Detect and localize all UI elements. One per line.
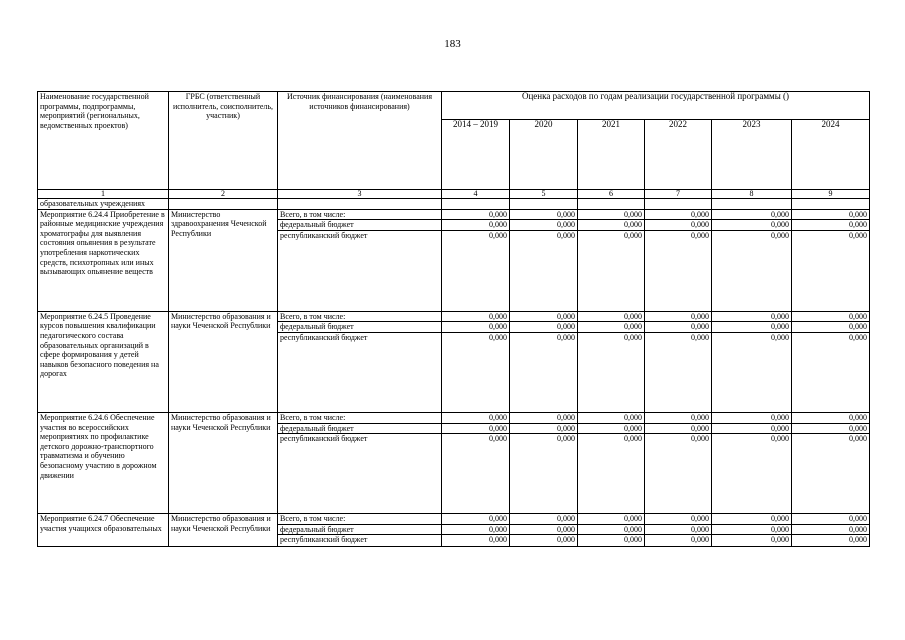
amount-cell: 0,000 [792,423,870,434]
carry-over-text: образовательных учреждениях [38,199,169,210]
column-number: 5 [510,190,578,199]
amount-cell: 0,000 [645,412,712,423]
amount-cell: 0,000 [578,524,645,535]
amount-cell: 0,000 [792,332,870,412]
amount-cell: 0,000 [510,332,578,412]
amount-cell: 0,000 [442,412,510,423]
header-estimate: Оценка расходов по годам реализации государственной программы () [442,92,870,120]
funding-source: Всего, в том числе: [278,412,442,423]
header-source: Источник финансирования (наименования источников финансирования) [278,92,442,190]
table-row [38,209,870,220]
amount-cell: 0,000 [442,220,510,231]
funding-source: республиканский бюджет [278,434,442,514]
amount-cell: 0,000 [792,209,870,220]
page-number: 183 [444,38,461,50]
amount-cell: 0,000 [510,230,578,311]
amount-cell: 0,000 [792,412,870,423]
amount-cell: 0,000 [442,332,510,412]
amount-cell: 0,000 [645,423,712,434]
header-year: 2020 [510,120,578,190]
column-number: 8 [712,190,792,199]
amount-cell: 0,000 [510,220,578,231]
amount-cell: 0,000 [578,412,645,423]
measure-grbs: Министерство образования и науки Чеченской Республики [169,514,278,547]
amount-cell: 0,000 [442,209,510,220]
amount-cell: 0,000 [510,209,578,220]
amount-cell: 0,000 [578,220,645,231]
header-year: 2022 [645,120,712,190]
amount-cell: 0,000 [578,514,645,525]
amount-cell: 0,000 [645,322,712,333]
amount-cell: 0,000 [510,514,578,525]
amount-cell: 0,000 [510,322,578,333]
amount-cell: 0,000 [645,230,712,311]
amount-cell: 0,000 [442,524,510,535]
amount-cell: 0,000 [510,412,578,423]
amount-cell: 0,000 [645,524,712,535]
amount-cell: 0,000 [578,311,645,322]
funding-source: Всего, в том числе: [278,514,442,525]
amount-cell: 0,000 [792,524,870,535]
budget-table [37,91,870,547]
amount-cell: 0,000 [712,220,792,231]
amount-cell: 0,000 [578,434,645,514]
funding-source: федеральный бюджет [278,220,442,231]
funding-source: Всего, в том числе: [278,209,442,220]
amount-cell: 0,000 [645,434,712,514]
amount-cell: 0,000 [792,434,870,514]
amount-cell: 0,000 [645,209,712,220]
amount-cell: 0,000 [442,434,510,514]
amount-cell: 0,000 [792,311,870,322]
amount-cell: 0,000 [645,311,712,322]
funding-source: федеральный бюджет [278,524,442,535]
header-program-name: Наименование государственной программы, подпрограммы, мероприятий (региональных, ведомственных проектов) [38,92,169,190]
table-row [38,412,870,423]
amount-cell: 0,000 [442,311,510,322]
funding-source: Всего, в том числе: [278,311,442,322]
measure-name: Мероприятие 6.24.4 Приобретение в районные медицинские учреждения хроматографы для выявления состояния опьянения в результате употребления наркотических средств, психотропных или иных вызывающих опьянение веществ [38,209,169,311]
header-year: 2014 – 2019 [442,120,510,190]
amount-cell: 0,000 [510,434,578,514]
amount-cell: 0,000 [510,535,578,547]
measure-name: Мероприятие 6.24.6 Обеспечение участия во всероссийских мероприятиях по профилактике детского дорожно-транспортного травматизма и обучению безопасному участию в дорожном движении [38,412,169,513]
table-row [38,514,870,525]
amount-cell: 0,000 [712,209,792,220]
amount-cell: 0,000 [578,230,645,311]
column-number: 9 [792,190,870,199]
amount-cell: 0,000 [578,332,645,412]
amount-cell: 0,000 [712,434,792,514]
measure-grbs: Министерство образования и науки Чеченской Республики [169,412,278,513]
header-year: 2021 [578,120,645,190]
column-number: 1 [38,190,169,199]
amount-cell: 0,000 [645,220,712,231]
amount-cell: 0,000 [442,322,510,333]
amount-cell: 0,000 [792,514,870,525]
amount-cell: 0,000 [712,322,792,333]
amount-cell: 0,000 [510,524,578,535]
column-numbers-row [38,190,870,199]
funding-source: республиканский бюджет [278,332,442,412]
column-number: 4 [442,190,510,199]
measure-grbs: Министерство здравоохранения Чеченской Республики [169,209,278,311]
amount-cell: 0,000 [712,524,792,535]
funding-source: федеральный бюджет [278,322,442,333]
measure-name: Мероприятие 6.24.5 Проведение курсов повышения квалификации педагогического состава образовательных организаций в сфере формирования у детей навыков безопасного поведения на дорогах [38,311,169,412]
amount-cell: 0,000 [578,535,645,547]
amount-cell: 0,000 [578,423,645,434]
header-year: 2023 [712,120,792,190]
column-number: 6 [578,190,645,199]
column-number: 2 [169,190,278,199]
amount-cell: 0,000 [510,311,578,322]
funding-source: республиканский бюджет [278,230,442,311]
amount-cell: 0,000 [442,514,510,525]
amount-cell: 0,000 [578,322,645,333]
column-number: 3 [278,190,442,199]
measure-name: Мероприятие 6.24.7 Обеспечение участия учащихся образовательных [38,514,169,547]
funding-source: республиканский бюджет [278,535,442,547]
funding-source: федеральный бюджет [278,423,442,434]
amount-cell: 0,000 [442,423,510,434]
amount-cell: 0,000 [712,423,792,434]
amount-cell: 0,000 [645,514,712,525]
amount-cell: 0,000 [792,535,870,547]
amount-cell: 0,000 [792,220,870,231]
amount-cell: 0,000 [645,535,712,547]
amount-cell: 0,000 [712,311,792,322]
column-number: 7 [645,190,712,199]
amount-cell: 0,000 [712,514,792,525]
amount-cell: 0,000 [792,322,870,333]
amount-cell: 0,000 [712,230,792,311]
amount-cell: 0,000 [792,230,870,311]
amount-cell: 0,000 [645,332,712,412]
amount-cell: 0,000 [442,230,510,311]
header-grbs: ГРБС (ответственный исполнитель, соисполнитель, участник) [169,92,278,190]
amount-cell: 0,000 [712,332,792,412]
measure-grbs: Министерство образования и науки Чеченской Республики [169,311,278,412]
amount-cell: 0,000 [712,535,792,547]
amount-cell: 0,000 [712,412,792,423]
table-row [38,311,870,322]
header-year: 2024 [792,120,870,190]
amount-cell: 0,000 [442,535,510,547]
amount-cell: 0,000 [510,423,578,434]
amount-cell: 0,000 [578,209,645,220]
carry-over-row [38,199,870,210]
